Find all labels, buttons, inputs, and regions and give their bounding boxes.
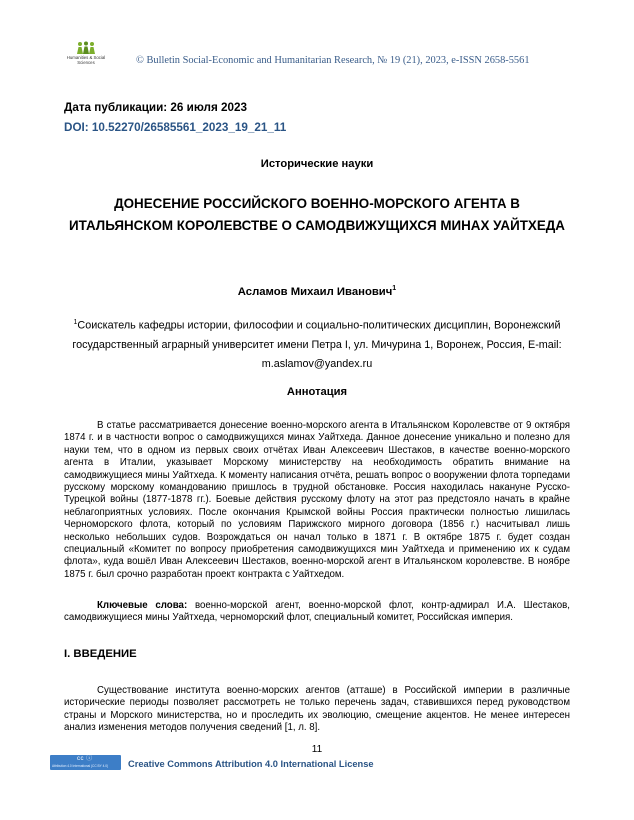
introduction-text: Существование института военно-морских агентов (атташе) в Российской империи в различные исторические периоды позволяет рассмотреть не только перечень задач, ставившихся перед руководством страны и Морского министерства, но и проследить их эволюцию, смещение акцентов. Не менее интересен анализ изменения методов получения сведений [1, л. 8]. <box>64 685 570 734</box>
cc-by-icon: cc ⓘ <box>77 756 93 762</box>
cc-badge-text: Attribution 4.0 International (CC BY 4.0) <box>52 764 109 768</box>
keywords-text: военно-морской агент, военно-морской флот, контр-адмирал И.А. Шестаков, самодвижущиеся мины Уайтхеда, черноморский флот, специальный комитет, Российская империя. <box>64 600 570 624</box>
cc-license-badge[interactable] <box>50 755 121 770</box>
journal-logo <box>64 41 108 65</box>
abstract-text: В статье рассматривается донесение военно-морского агента в Итальянском Королевстве от 9 октября 1874 г. и в частности вопрос о самодвижущихся минах Уайтхеда. Данное донесение уникально и полезно для науки тем, что в одном из первых своих отчётах Иван Алексеевич Шестаков, в качестве военно-морского агента в Италии, указывает Морскому министерству на необходимость обратить внимание на самодвижущиеся мины Уайтхеда. К моменту написания отчёта, решать вопрос о вооружении флота торпедами русскому морскому командованию пришлось в трудной обстановке. Россия находилась накануне Русско-Турецкой войны (1877-1878 гг.). Боевые действия русскому флоту на этот раз предстояло начать в крайне неблагоприятных условиях. После окончания Крымской войны Россия практически полностью лишилась Черноморского флота, который по условиям Парижского мирного договора (1856 г.) насчитывал лишь несколько небольших судов. Возрождаться он начал только в 1871 г. В октябре 1875 г. будет создан специальный «Комитет по вопросу приобретения самодвижущихся мин Уайтхеда и применению их к судам флота», куда вошёл Иван Алексеевич Шестаков, военно-морской агент в Итальянском королевстве. В ноябре 1875 г. был срочно разработан проект контракта с Уайтхедом. <box>64 420 570 580</box>
page-number: 11 <box>311 744 323 755</box>
author-line <box>64 285 570 298</box>
keywords <box>64 600 570 625</box>
author-sup: 1 <box>392 285 397 292</box>
article-title: ДОНЕСЕНИЕ РОССИЙСКОГО ВОЕННО-МОРСКОГО АГЕНТА В ИТАЛЬЯНСКОМ КОРОЛЕВСТВЕ О САМОДВИЖУЩИХСЯ МИНАХ УАЙТХЕДА <box>69 196 565 233</box>
license-link[interactable]: Creative Commons Attribution 4.0 International License <box>128 759 374 769</box>
abstract-heading: Аннотация <box>286 386 348 398</box>
humanities-logo-icon <box>75 41 97 55</box>
section-label: Исторические науки <box>260 158 374 170</box>
keywords-label: Ключевые слова: <box>97 600 188 611</box>
doi[interactable]: DOI: 10.52270/26585561_2023_19_21_11 <box>64 121 287 134</box>
introduction-heading: I. ВВЕДЕНИЕ <box>64 648 137 660</box>
journal-citation: © Bulletin Social-Economic and Humanitarian Research, № 19 (21), 2023, e-ISSN 2658-5561 <box>136 55 530 66</box>
author-name: Асламов Михаил Иванович <box>237 285 393 298</box>
affiliation-text: Соискатель кафедры истории, философии и социально-политических дисциплин, Воронежский государственный аграрный университет имени Петра I, ул. Мичурина 1, Воронеж, Россия, E-mail: m.aslamov@yandex.ru <box>72 319 562 370</box>
publication-date: Дата публикации: 26 июля 2023 <box>64 101 248 114</box>
affiliation <box>64 313 570 374</box>
affiliation-sup: 1 <box>73 319 78 326</box>
logo-text: Humanities & Social Sciences <box>66 55 106 65</box>
